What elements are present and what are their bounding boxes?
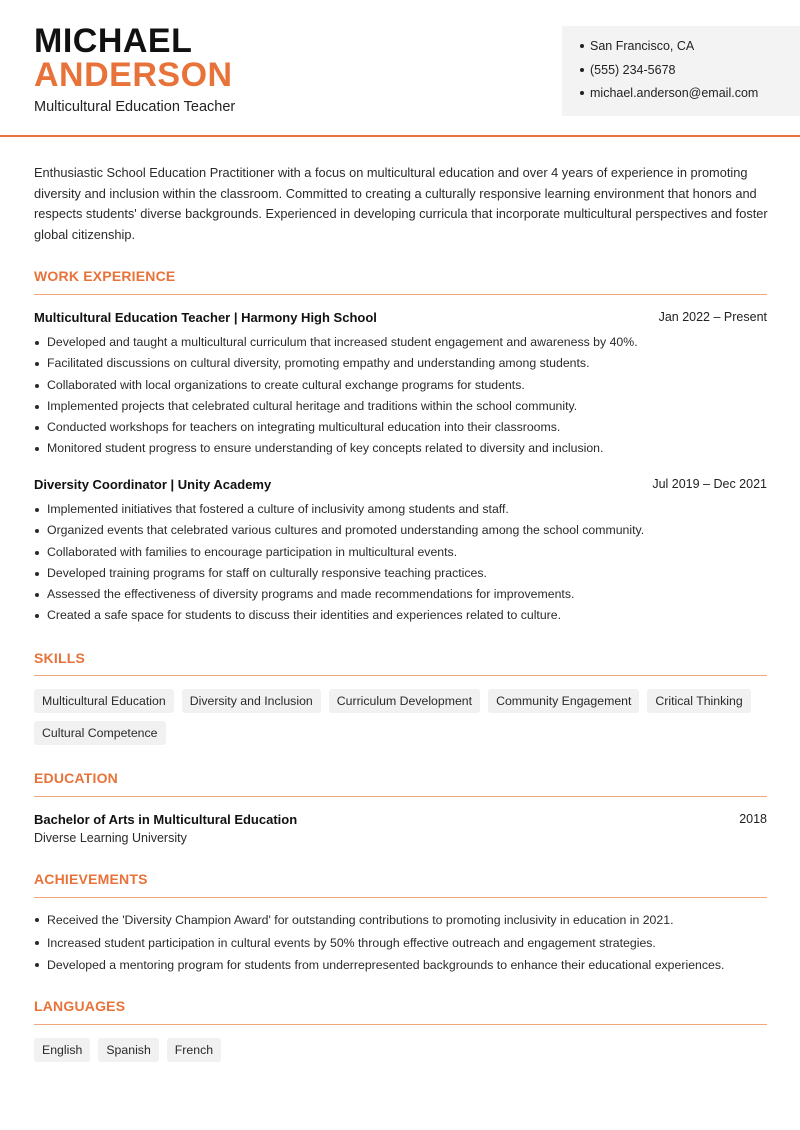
list-item: Assessed the effectiveness of diversity programs and made recommendations for improvements. <box>34 584 774 605</box>
contact-phone[interactable]: (555) 234-5678 <box>580 61 800 85</box>
last-name: ANDERSON <box>34 56 233 94</box>
list-item: Increased student participation in cultural events by 50% through effective outreach and engagement strategies. <box>34 932 774 955</box>
education-year: 2018 <box>739 812 767 826</box>
section-divider <box>34 675 767 676</box>
section-title-achievements: ACHIEVEMENTS <box>34 871 148 887</box>
skill-tag: Cultural Competence <box>34 721 166 745</box>
job-bullets <box>34 499 774 627</box>
language-tag: Spanish <box>98 1038 158 1062</box>
section-divider <box>34 796 767 797</box>
language-tag: French <box>167 1038 221 1062</box>
section-divider <box>34 1024 767 1025</box>
list-item: Facilitated discussions on cultural diversity, promoting empathy and understanding among students. <box>34 353 774 374</box>
job-bullets <box>34 332 774 460</box>
job-dates: Jul 2019 – Dec 2021 <box>652 477 767 491</box>
list-item: Developed a mentoring program for students from underrepresented backgrounds to enhance their educational experiences. <box>34 954 774 977</box>
contact-location: San Francisco, CA <box>580 37 800 61</box>
list-item: Conducted workshops for teachers on integrating multicultural education into their classrooms. <box>34 417 774 438</box>
list-item: Implemented initiatives that fostered a culture of inclusivity among students and staff. <box>34 499 774 520</box>
skill-tag: Diversity and Inclusion <box>182 689 321 713</box>
skill-tag: Critical Thinking <box>647 689 750 713</box>
section-title-skills: SKILLS <box>34 650 85 666</box>
resume-header <box>0 0 800 137</box>
list-item: Developed training programs for staff on culturally responsive teaching practices. <box>34 563 774 584</box>
list-item: Collaborated with families to encourage participation in multicultural events. <box>34 542 774 563</box>
language-tag: English <box>34 1038 90 1062</box>
list-item: Developed and taught a multicultural curriculum that increased student engagement and awareness by 40%. <box>34 332 774 353</box>
section-divider <box>34 294 767 295</box>
achievements-list <box>34 909 774 977</box>
job-heading: Multicultural Education Teacher | Harmony High School <box>34 310 377 325</box>
list-item: Collaborated with local organizations to create cultural exchange programs for students. <box>34 375 774 396</box>
section-title-work: WORK EXPERIENCE <box>34 268 176 284</box>
list-item: Implemented projects that celebrated cultural heritage and traditions within the school community. <box>34 396 774 417</box>
list-item: Received the 'Diversity Champion Award' for outstanding contributions to promoting inclusivity in education in 2021. <box>34 909 774 932</box>
skills-list <box>34 689 774 745</box>
first-name: MICHAEL <box>34 22 193 60</box>
job-heading: Diversity Coordinator | Unity Academy <box>34 477 272 492</box>
section-title-education: EDUCATION <box>34 770 118 786</box>
section-title-languages: LANGUAGES <box>34 998 126 1014</box>
contact-email[interactable]: michael.anderson@email.com <box>580 84 800 108</box>
job-dates: Jan 2022 – Present <box>658 310 767 324</box>
list-item: Organized events that celebrated various cultures and promoted understanding among the school community. <box>34 520 774 541</box>
contact-box <box>562 26 800 116</box>
education-school: Diverse Learning University <box>34 831 187 845</box>
section-divider <box>34 897 767 898</box>
skill-tag: Multicultural Education <box>34 689 174 713</box>
education-degree: Bachelor of Arts in Multicultural Education <box>34 812 298 827</box>
summary-paragraph: Enthusiastic School Education Practitioner with a focus on multicultural education and over 4 years of experience in promoting diversity and inclusion within the classroom. Committed to creating a culturally responsive learning environment that honors and respects students' diverse backgrounds. Experienced in developing curricula that incorporate multicultural perspectives and foster global citizenship. <box>34 165 768 243</box>
list-item: Created a safe space for students to discuss their identities and experiences related to culture. <box>34 605 774 626</box>
list-item: Monitored student progress to ensure understanding of key concepts related to diversity and inclusion. <box>34 438 774 459</box>
skill-tag: Community Engagement <box>488 689 639 713</box>
job-title: Multicultural Education Teacher <box>34 99 236 115</box>
skill-tag: Curriculum Development <box>329 689 480 713</box>
languages-list <box>34 1038 774 1062</box>
